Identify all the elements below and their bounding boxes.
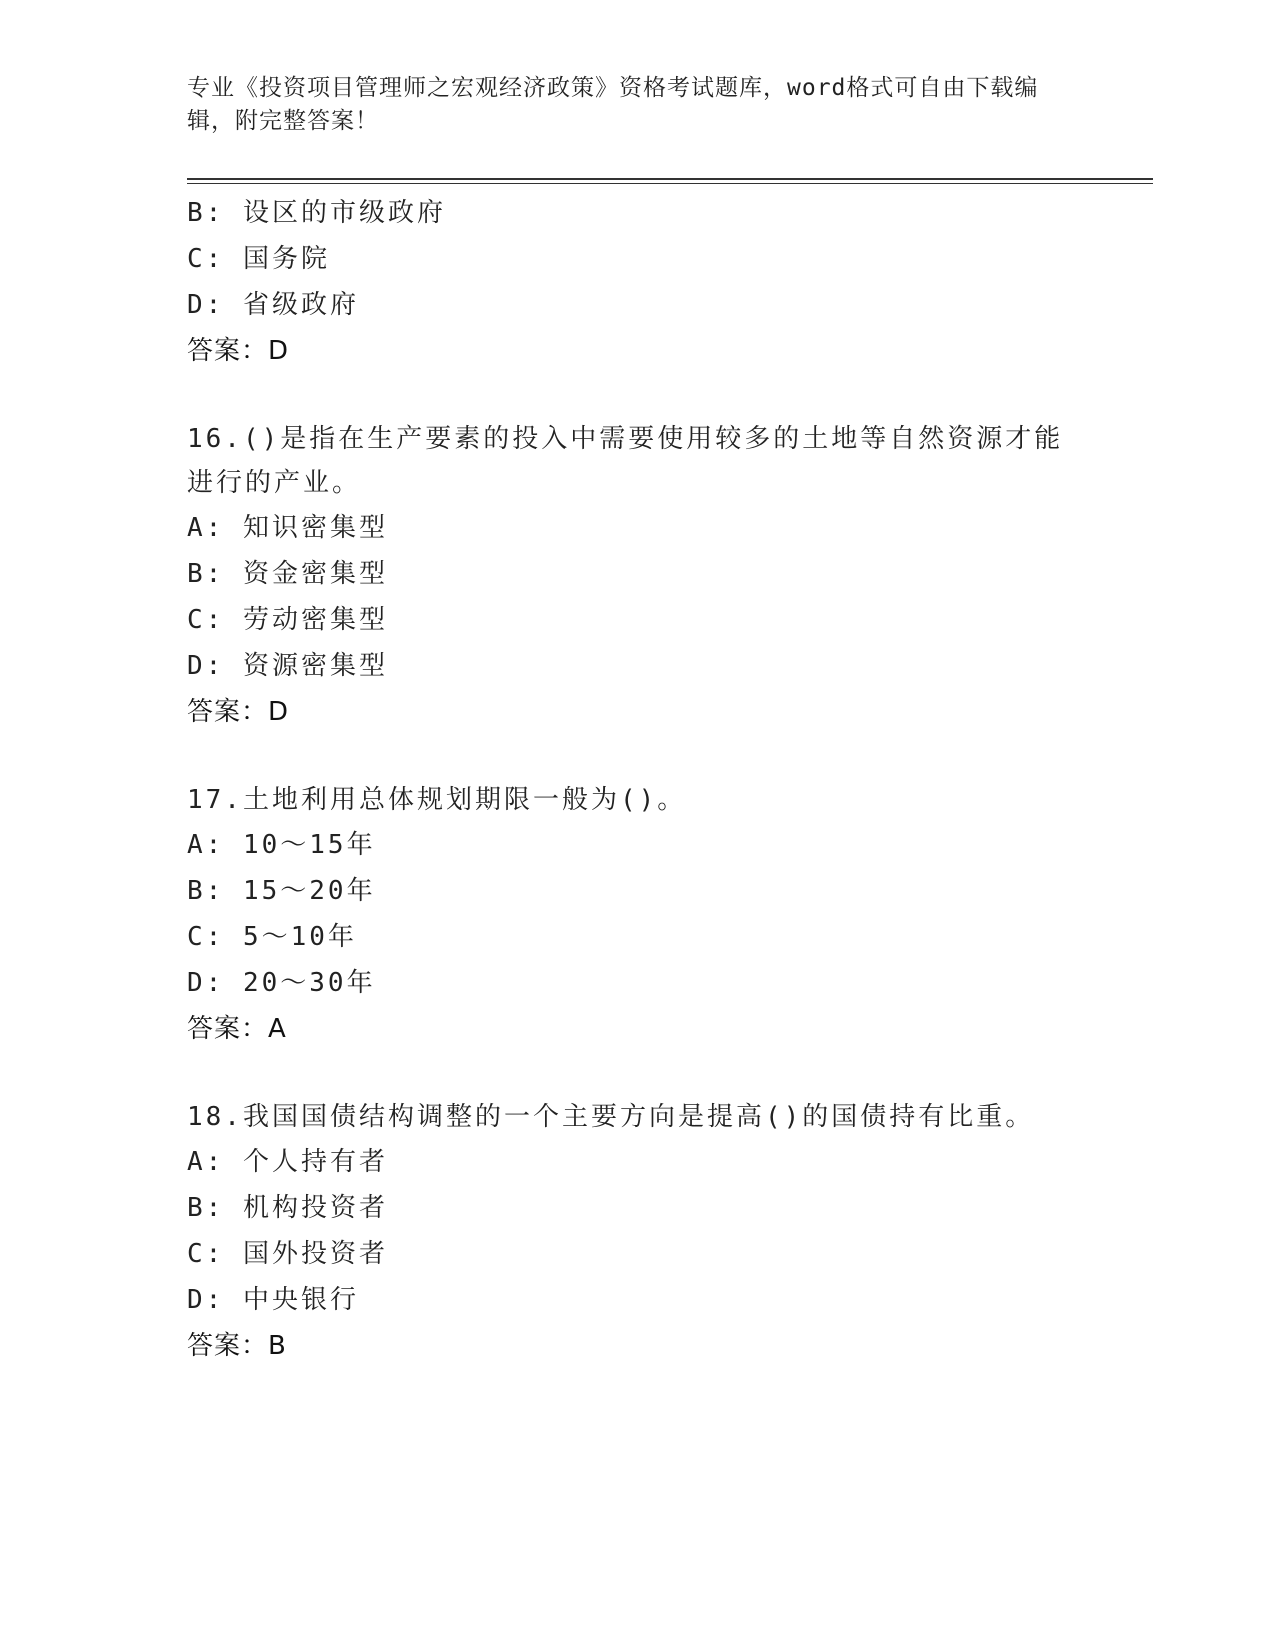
option-c: C: 国务院 (187, 244, 330, 274)
option-d: D: 20～30年 (187, 968, 376, 998)
answer-line: 答案：A (187, 1014, 287, 1044)
answer-line: 答案：B (187, 1331, 287, 1361)
question-15-continued (187, 190, 1087, 374)
question-18 (187, 1095, 1087, 1369)
option-a: A: 知识密集型 (187, 513, 388, 543)
option-a: A: 个人持有者 (187, 1147, 388, 1177)
option-c: C: 国外投资者 (187, 1239, 388, 1269)
question-list (187, 190, 1087, 1369)
option-c: C: 劳动密集型 (187, 605, 388, 635)
option-b: B: 15～20年 (187, 876, 376, 906)
question-17 (187, 778, 1087, 1052)
option-a: A: 10～15年 (187, 830, 376, 860)
question-stem: 16.()是指在生产要素的投入中需要使用较多的土地等自然资源才能进行的产业。 (187, 424, 1064, 498)
question-stem: 17.土地利用总体规划期限一般为()。 (187, 785, 687, 815)
option-b: B: 机构投资者 (187, 1193, 388, 1223)
answer-line: 答案：D (187, 697, 290, 727)
option-b: B: 资金密集型 (187, 559, 388, 589)
answer-line: 答案：D (187, 336, 290, 366)
question-gap (187, 374, 1087, 417)
header-divider-thin (187, 183, 1153, 184)
question-16 (187, 417, 1087, 735)
question-gap (187, 735, 1087, 778)
option-b: B: 设区的市级政府 (187, 198, 446, 228)
document-header: 专业《投资项目管理师之宏观经济政策》资格考试题库，word格式可自由下载编辑，附完整答案！ (187, 75, 1039, 134)
option-c: C: 5～10年 (187, 922, 357, 952)
option-d: D: 中央银行 (187, 1285, 359, 1315)
header-divider-thick (187, 178, 1153, 180)
question-stem: 18.我国国债结构调整的一个主要方向是提高()的国债持有比重。 (187, 1102, 1035, 1132)
option-d: D: 省级政府 (187, 290, 359, 320)
option-d: D: 资源密集型 (187, 651, 388, 681)
question-gap (187, 1052, 1087, 1095)
